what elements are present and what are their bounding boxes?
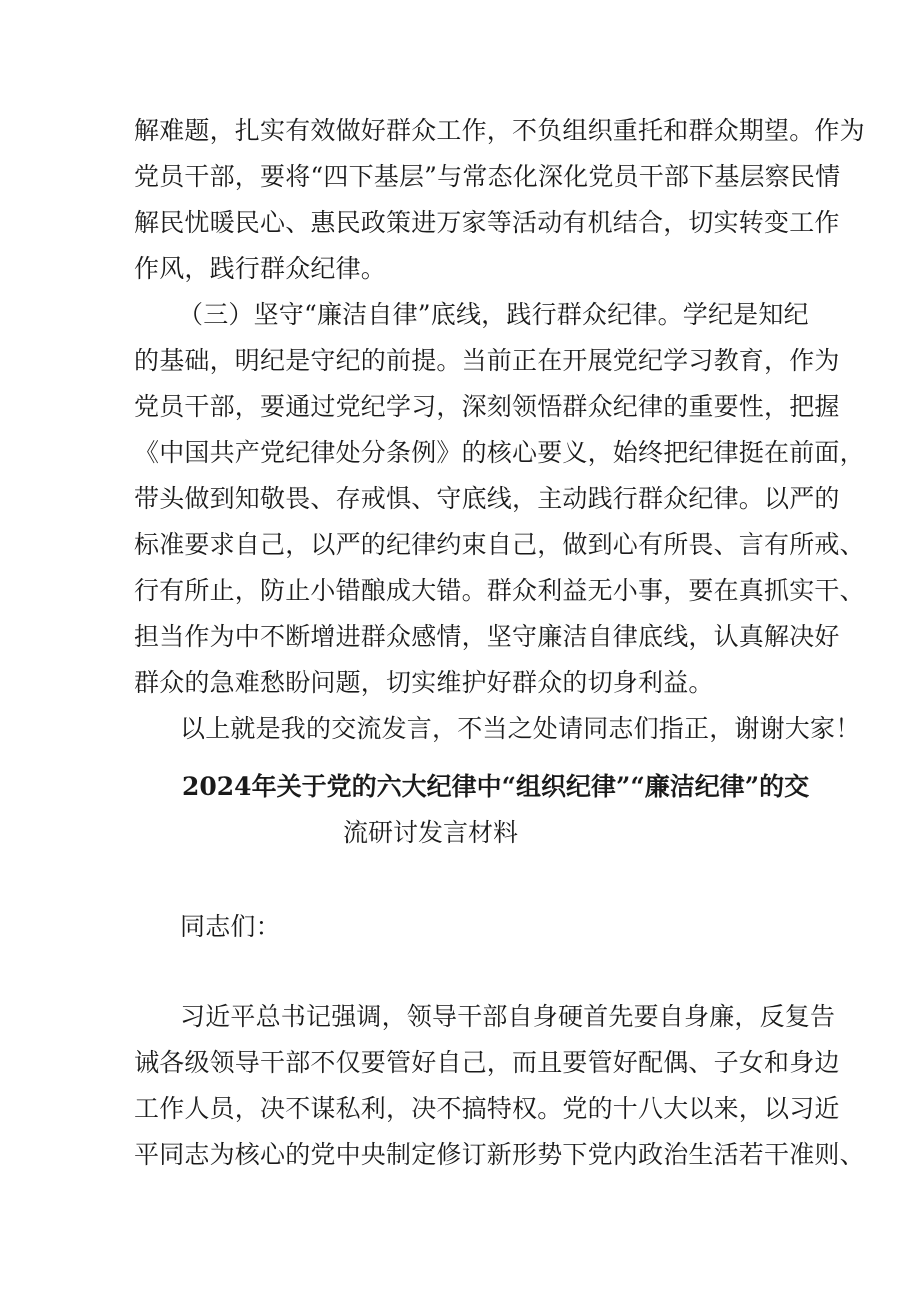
body-text-line: 带头做到知敬畏、存戒惧、守底线，主动践行群众纪律。以严的 <box>134 484 840 513</box>
body-text-line: 担当作为中不断增进群众感情，坚守廉洁自律底线，认真解决好 <box>134 622 840 651</box>
body-text-line: 解民忧暖民心、惠民政策进万家等活动有机结合，切实转变工作 <box>134 208 840 237</box>
body-text-line: 标准要求自己，以严的纪律约束自己，做到心有所畏、言有所戒、 <box>134 530 865 559</box>
body-text-line: 行有所止，防止小错酿成大错。群众利益无小事，要在真抓实干、 <box>134 576 865 605</box>
document-title: 2024年关于党的六大纪律中“组织纪律”“廉洁纪律”的交 <box>182 772 810 801</box>
body-text-line: 习近平总书记强调，领导干部自身硬首先要自身廉，反复告 <box>180 1002 836 1031</box>
salutation: 同志们： <box>180 912 281 941</box>
body-text-line: 党员干部，要将“四下基层”与常态化深化党员干部下基层察民情 <box>134 162 841 191</box>
document-title-continued: 流研讨发言材料 <box>343 818 519 847</box>
closing-line: 以上就是我的交流发言，不当之处请同志们指正，谢谢大家！ <box>180 714 861 743</box>
body-text-line: 工作人员，决不谋私利，决不搞特权。党的十八大以来，以习近 <box>134 1094 840 1123</box>
body-text-line: 解难题，扎实有效做好群众工作，不负组织重托和群众期望。作为 <box>134 116 865 145</box>
body-text-line: 平同志为核心的党中央制定修订新形势下党内政治生活若干准则、 <box>134 1140 865 1169</box>
body-text-line: 党员干部，要通过党纪学习，深刻领悟群众纪律的重要性，把握 <box>134 392 840 421</box>
body-text-line: 的基础，明纪是守纪的前提。当前正在开展党纪学习教育，作为 <box>134 346 840 375</box>
body-text-line: 《中国共产党纪律处分条例》的核心要义，始终把纪律挺在前面， <box>134 438 865 467</box>
body-text-line: 诫各级领导干部不仅要管好自己，而且要管好配偶、子女和身边 <box>134 1048 840 1077</box>
section-three-heading-line: （三）坚守“廉洁自律”底线，践行群众纪律。学纪是知纪 <box>178 300 809 329</box>
body-text-line: 群众的急难愁盼问题，切实维护好群众的切身利益。 <box>134 668 714 697</box>
body-text-line: 作风，践行群众纪律。 <box>134 254 387 283</box>
